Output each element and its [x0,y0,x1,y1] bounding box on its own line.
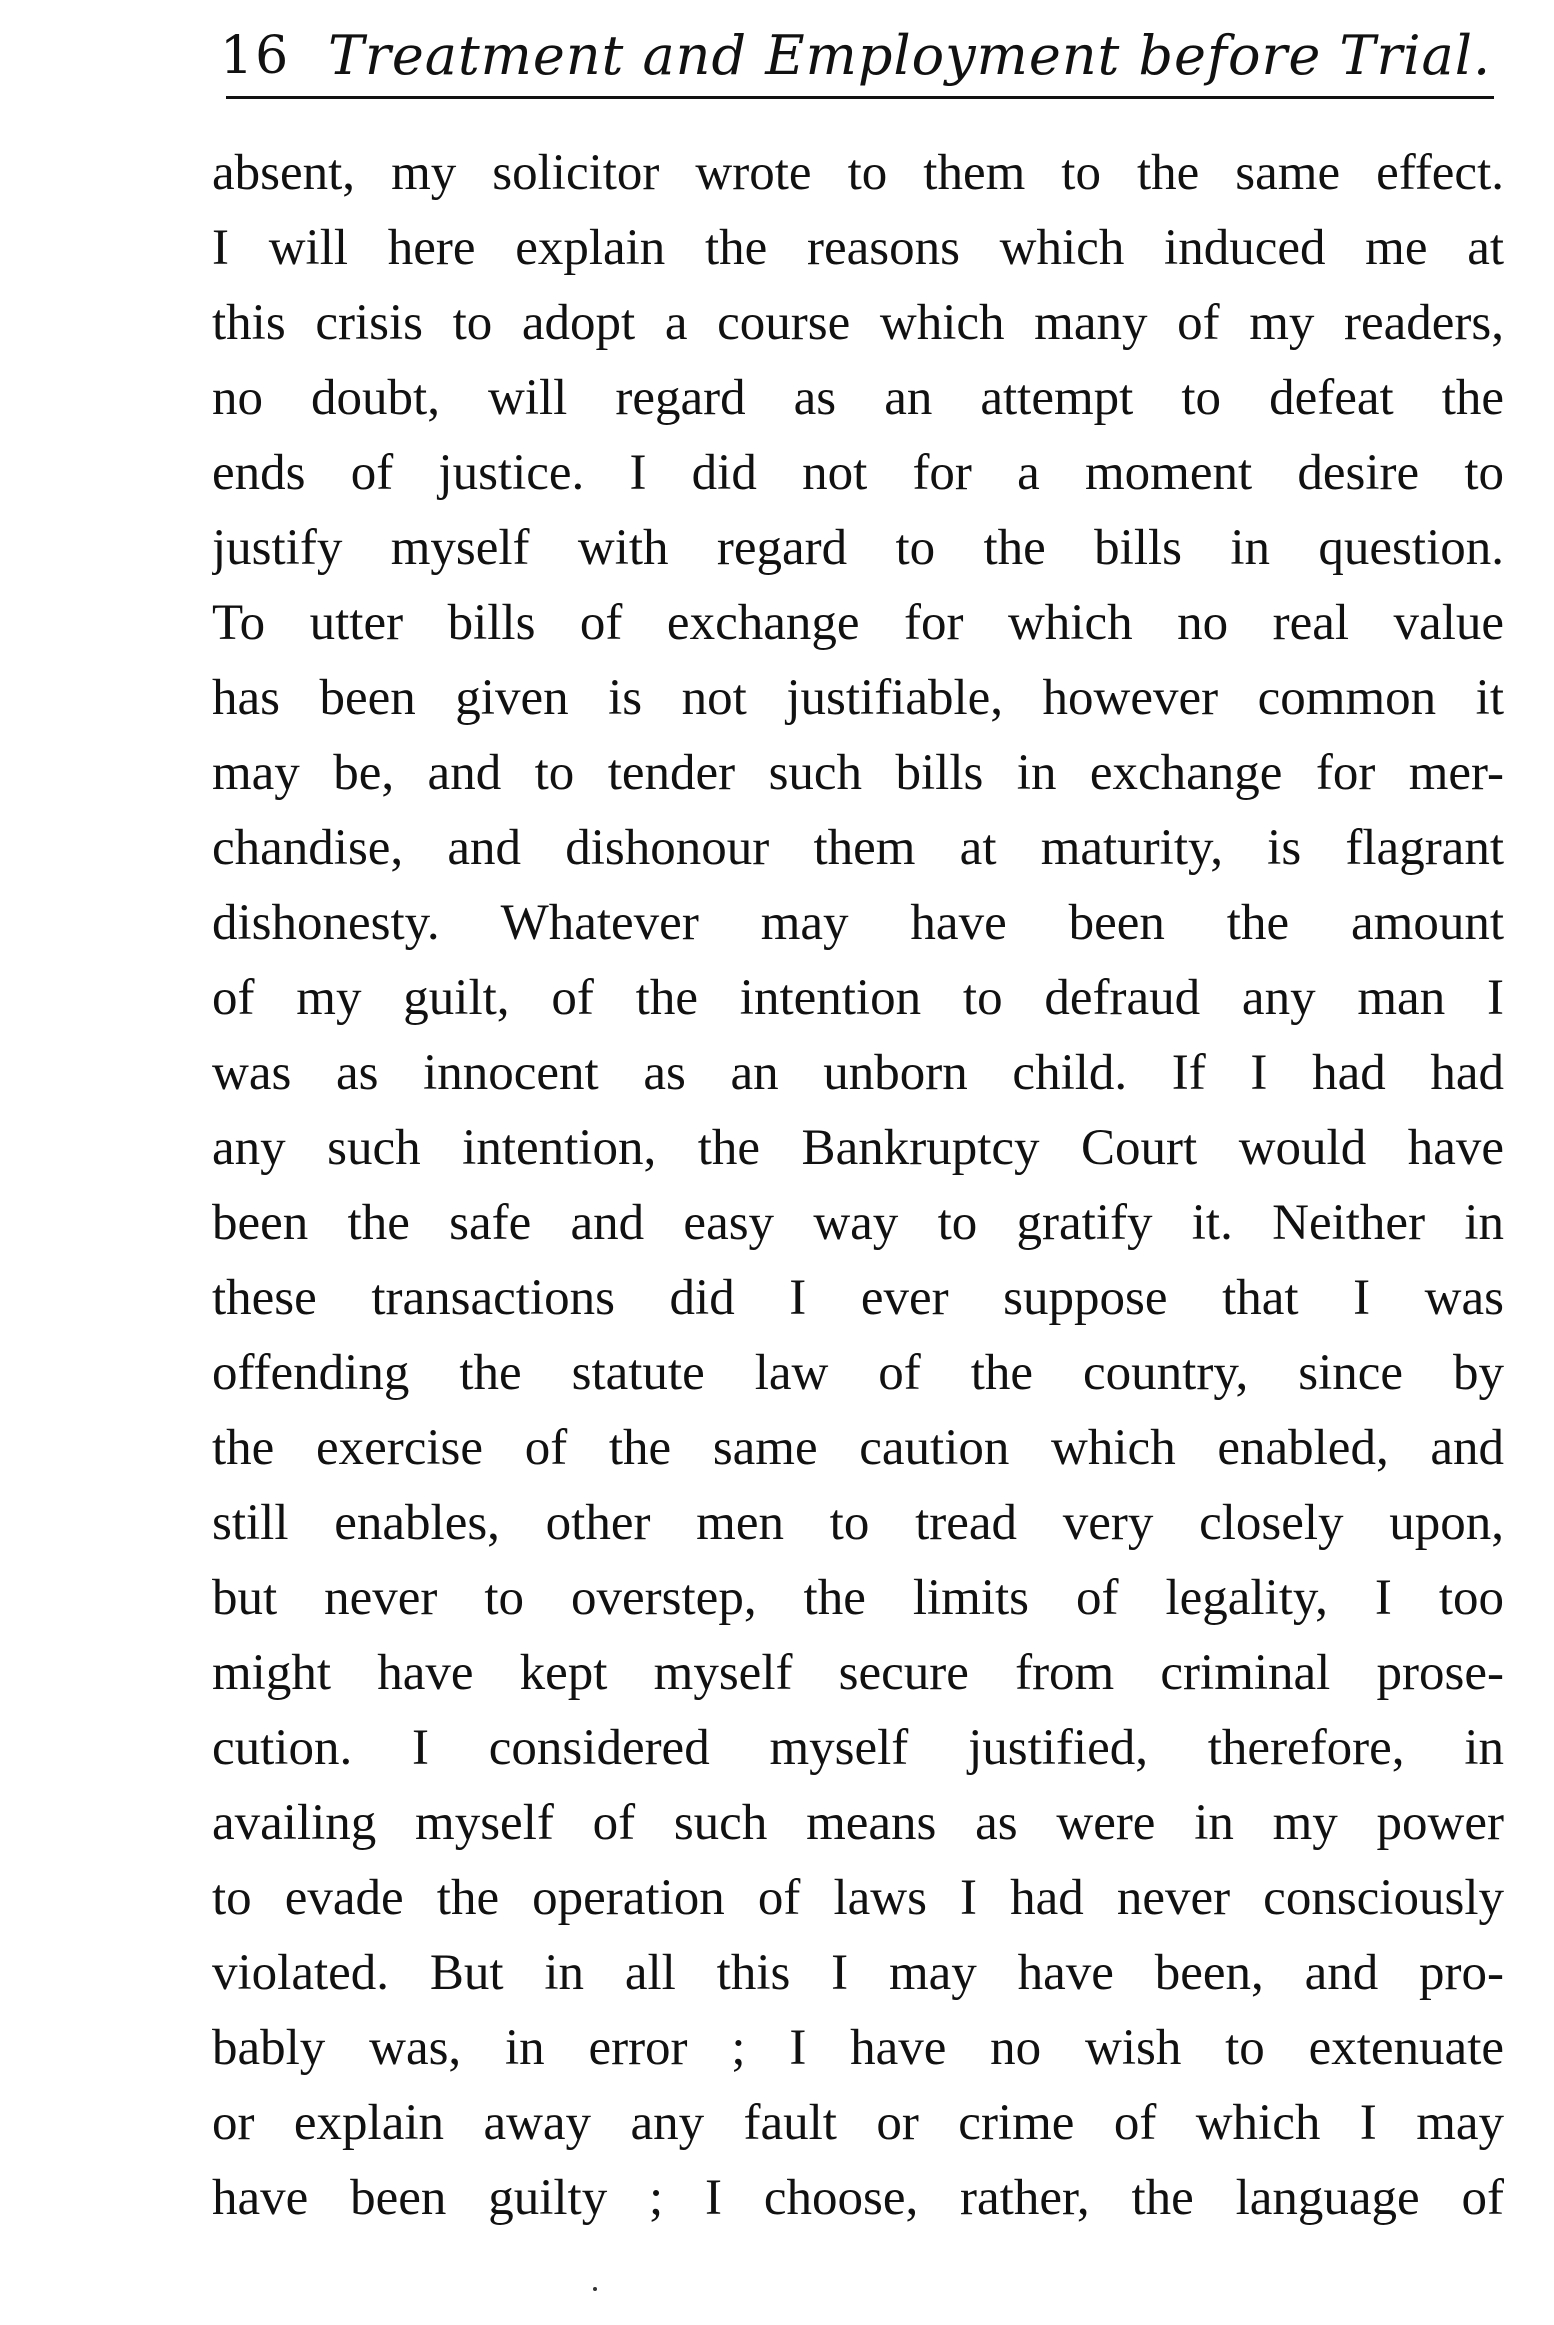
text-line: may be, and to tender such bills in exchange for mer- [212,745,1504,801]
text-line: To utter bills of exchange for which no real value [212,595,1504,651]
text-line: chandise, and dishonour them at maturity, is flagrant [212,820,1504,876]
text-line: absent, my solicitor wrote to them to the same effect. [212,145,1504,201]
ink-speck [593,2287,597,2291]
text-line: been the safe and easy way to gratify it. Neither in [212,1195,1504,1251]
header-rule [226,96,1494,99]
text-line: or explain away any fault or crime of which I may [212,2095,1504,2151]
text-line: any such intention, the Bankruptcy Court would have [212,1120,1504,1176]
text-line: cution. I considered myself justified, therefore, in [212,1720,1504,1776]
text-line: to evade the operation of laws I had never consciously [212,1870,1504,1926]
text-line: justify myself with regard to the bills in question. [212,520,1504,576]
text-line: violated. But in all this I may have been, and pro- [212,1945,1504,2001]
text-line: still enables, other men to tread very closely upon, [212,1495,1504,1551]
text-line: I will here explain the reasons which induced me at [212,220,1504,276]
text-line: of my guilt, of the intention to defraud any man I [212,970,1504,1026]
text-line: no doubt, will regard as an attempt to defeat the [212,370,1504,426]
running-title: Treatment and Employment before Trial. [328,24,1492,87]
text-line: have been guilty ; I choose, rather, the language of [212,2170,1504,2226]
page-header [220,14,1495,100]
text-line: but never to overstep, the limits of legality, I too [212,1570,1504,1626]
text-line: dishonesty. Whatever may have been the amount [212,895,1504,951]
text-line: offending the statute law of the country, since by [212,1345,1504,1401]
text-line: ends of justice. I did not for a moment desire to [212,445,1504,501]
text-line: has been given is not justifiable, however common it [212,670,1504,726]
page-number: 16 [220,26,291,86]
text-line: might have kept myself secure from criminal prose- [212,1645,1504,1701]
body-text [212,136,1504,2236]
text-line: the exercise of the same caution which enabled, and [212,1420,1504,1476]
text-line: availing myself of such means as were in my power [212,1795,1504,1851]
text-line: was as innocent as an unborn child. If I had had [212,1045,1504,1101]
text-line: these transactions did I ever suppose that I was [212,1270,1504,1326]
text-line: bably was, in error ; I have no wish to extenuate [212,2020,1504,2076]
text-line: this crisis to adopt a course which many of my readers, [212,295,1504,351]
